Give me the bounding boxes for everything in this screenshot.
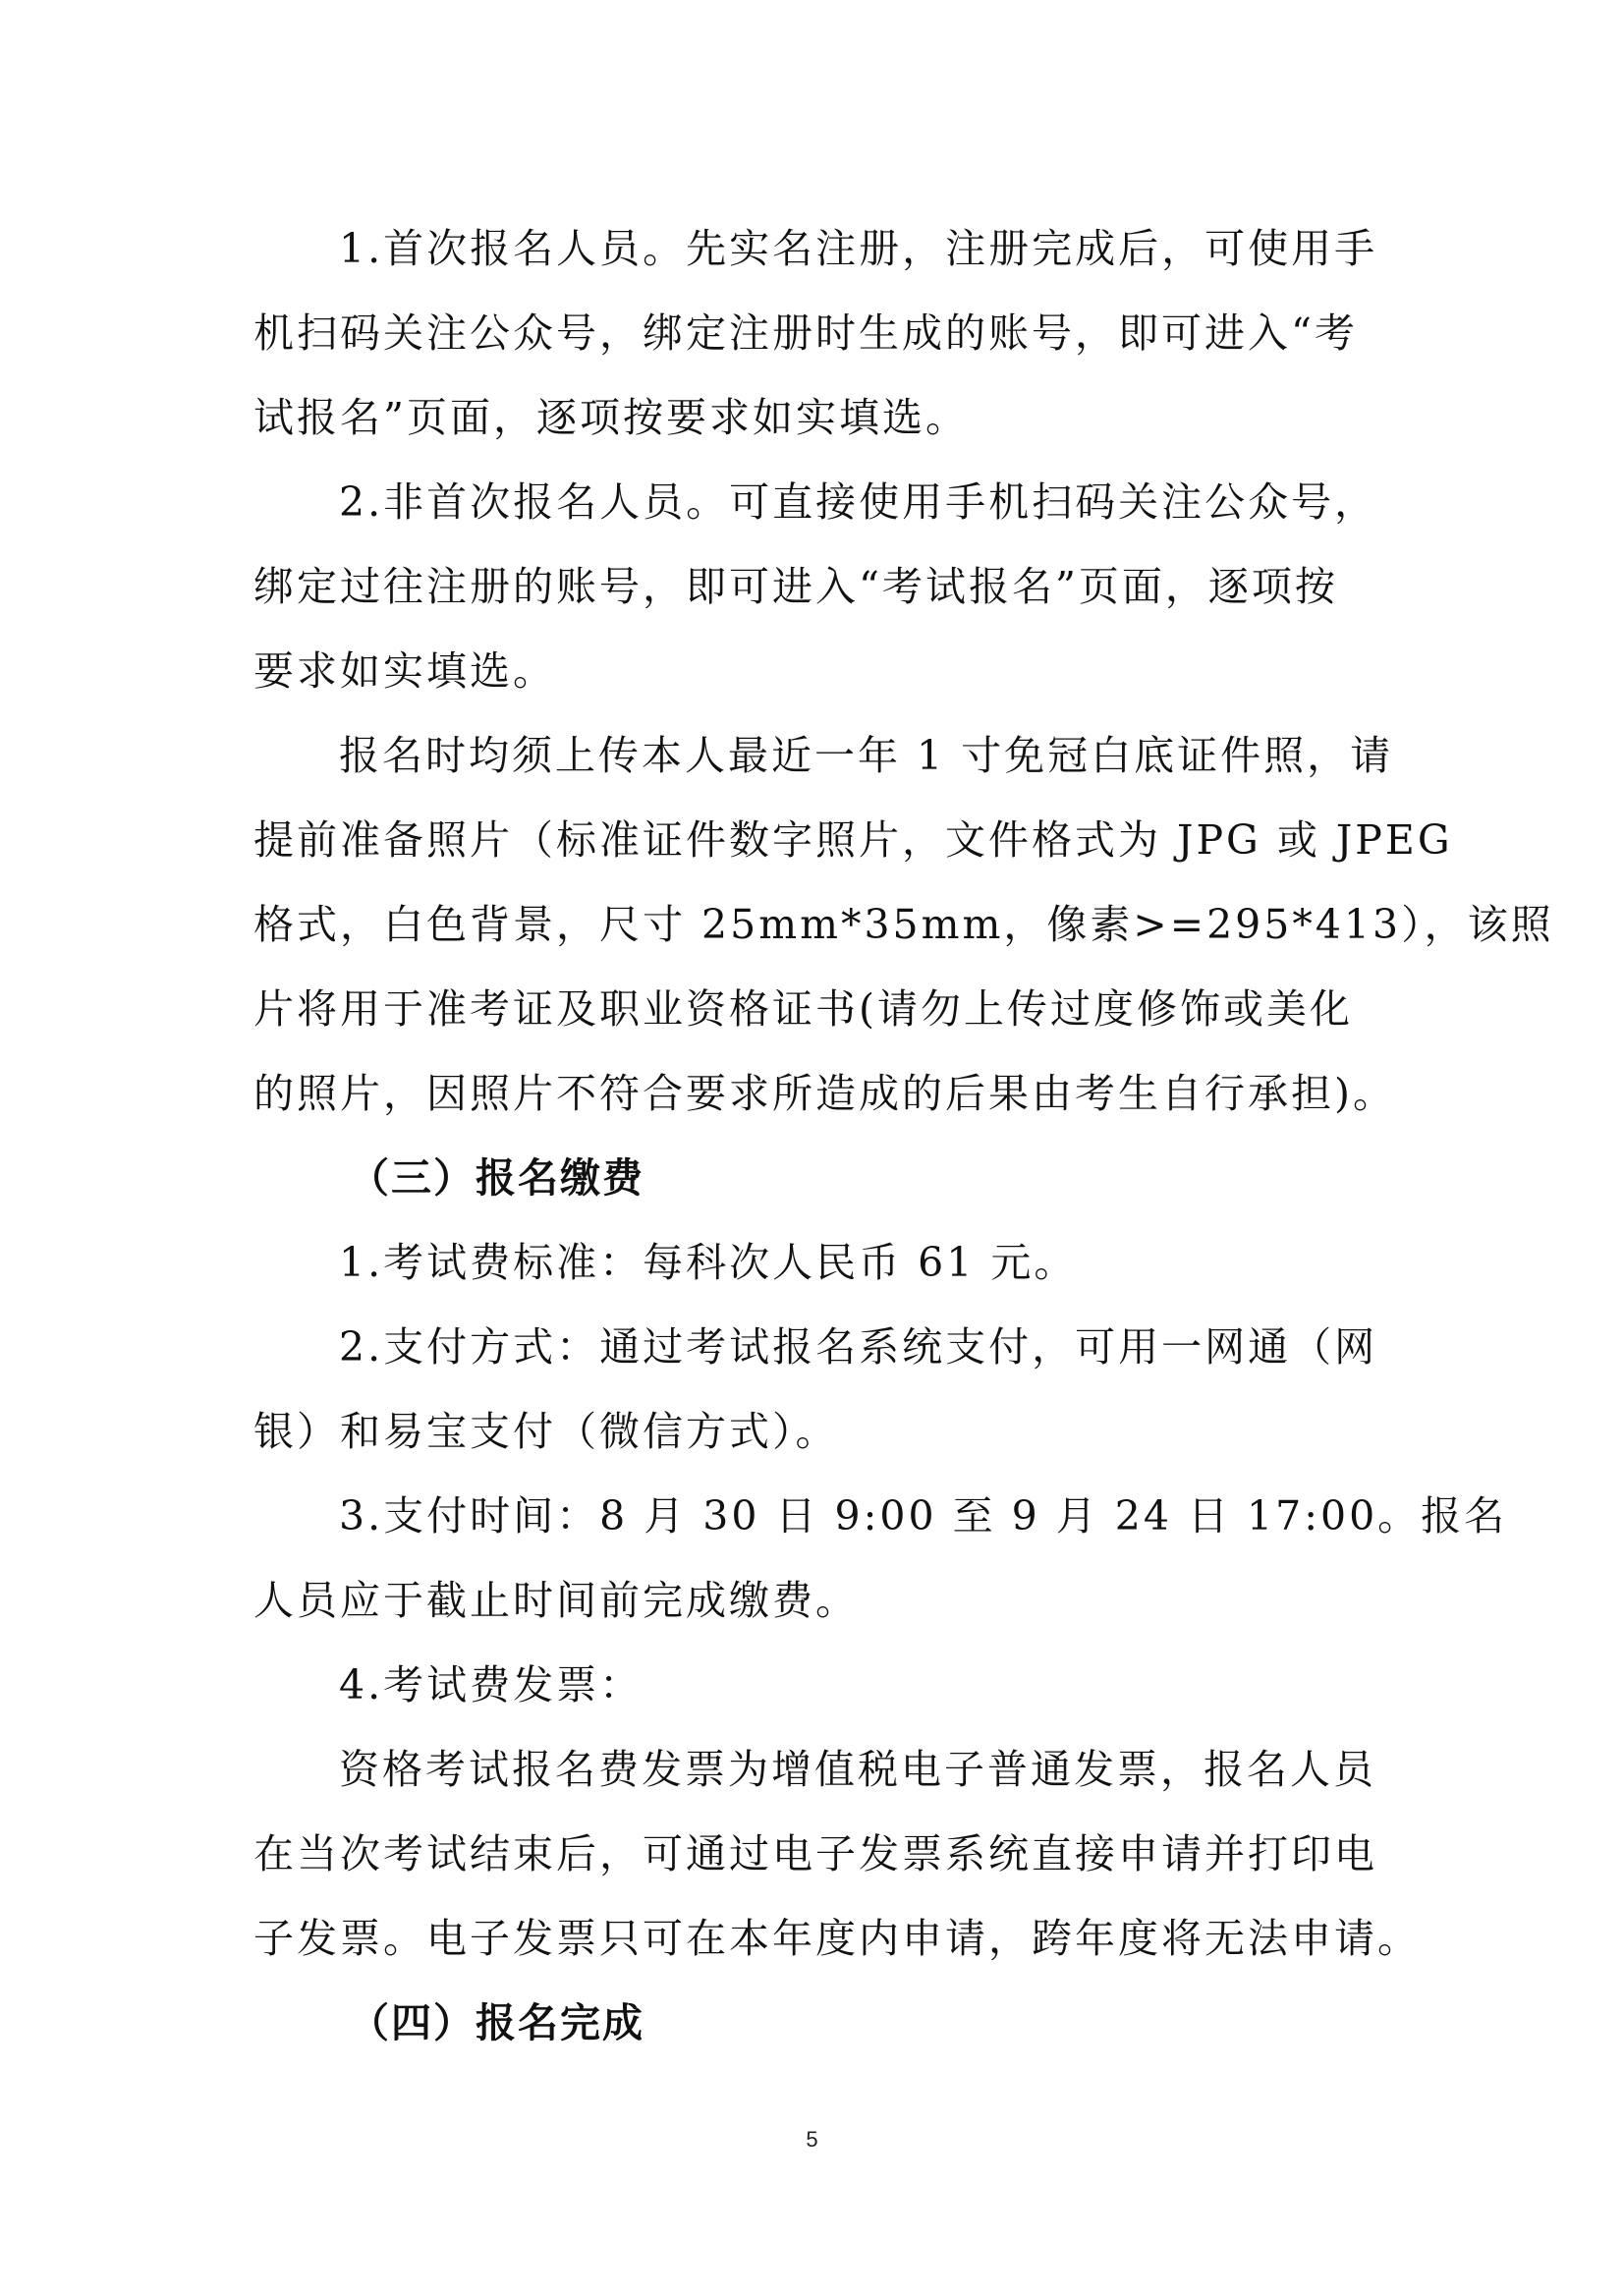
para-fee-standard: 1.考试费标准：每科次人民币 61 元。 [339,1239,1078,1286]
para-payment-time-line-1: 3.支付时间：8 月 30 日 9:00 至 9 月 24 日 17:00。报名 [339,1492,1508,1540]
para-invoice-title: 4.考试费发票： [339,1661,644,1708]
para-invoice-line-3: 子发票。电子发票只可在本年度内申请，跨年度将无法申请。 [253,1915,1421,1962]
para-returning-line-1: 2.非首次报名人员。可直接使用手机扫码关注公众号， [339,478,1378,526]
para-returning-line-3: 要求如实填选。 [253,647,556,695]
para-first-time-line-2: 机扫码关注公众号，绑定注册时生成的账号，即可进入“考 [253,309,1358,357]
para-first-time-line-1: 1.首次报名人员。先实名注册，注册完成后，可使用手 [339,225,1378,272]
para-photo-line-1: 报名时均须上传本人最近一年 1 寸免冠白底证件照，请 [339,732,1394,779]
section-heading-payment: （三）报名缴费 [349,1154,644,1202]
para-photo-line-2: 提前准备照片（标准证件数字照片，文件格式为 JPG 或 JPEG [253,816,1453,864]
para-photo-line-3: 格式，白色背景，尺寸 25mm*35mm，像素>=295*413），该照 [253,901,1554,948]
page-number: 5 [806,2127,818,2152]
para-photo-line-4: 片将用于准考证及职业资格证书(请勿上传过度修饰或美化 [253,985,1353,1033]
para-returning-line-2: 绑定过往注册的账号，即可进入“考试报名”页面，逐项按 [253,563,1338,610]
section-heading-complete: （四）报名完成 [349,1999,644,2046]
para-payment-method-line-2: 银）和易宝支付（微信方式）。 [253,1408,839,1455]
para-payment-time-line-2: 人员应于截止时间前完成缴费。 [253,1577,859,1624]
para-invoice-line-1: 资格考试报名费发票为增值税电子普通发票，报名人员 [339,1746,1376,1793]
para-payment-method-line-1: 2.支付方式：通过考试报名系统支付，可用一网通（网 [339,1323,1378,1371]
para-first-time-line-3: 试报名”页面，逐项按要求如实填选。 [253,394,969,441]
para-invoice-line-2: 在当次考试结束后，可通过电子发票系统直接申请并打印电 [253,1830,1377,1877]
para-photo-line-5: 的照片，因照片不符合要求所造成的后果由考生自行承担)。 [253,1070,1396,1117]
